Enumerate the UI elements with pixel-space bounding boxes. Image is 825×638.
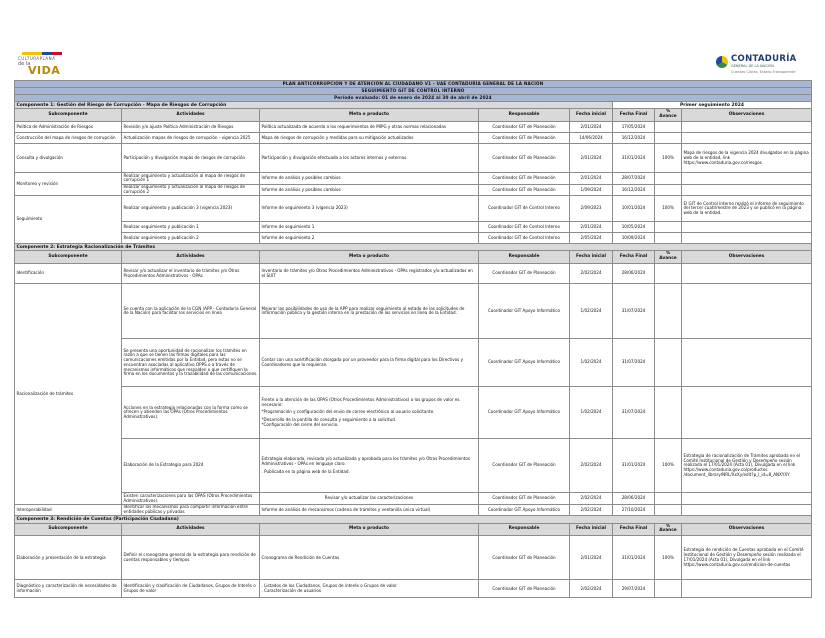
responsable-cell: Coordinador GIT de Planeación: [479, 133, 570, 144]
avance-cell: [655, 264, 682, 284]
observaciones-cell: [682, 339, 812, 387]
avance-cell: 100%: [655, 439, 682, 493]
meta-cell: [260, 580, 479, 598]
col-avance: % Avance: [655, 523, 682, 536]
meta-line: . Listados de los Ciudadanos, Grupos de interés o Grupos de valor: [261, 583, 397, 589]
col-subcomponente: Subcomponente: [15, 109, 122, 122]
fecha-inicial-cell: 2/01/2024: [570, 536, 613, 580]
responsable-cell: Coordinador GIT de Control Interno: [479, 222, 570, 233]
col-actividades: Actividades: [122, 109, 260, 122]
meta-line: . Caracterización de usuarios: [261, 587, 322, 593]
observaciones-cell: Estrategia de racionalización de Trámites aprobada en el Comité Institucional de Gestión y Desempeño sesión realizada el 17/01/2024 (Acta 01), Divulgada en el link https://www.contaduria.gov.co/productos /document_library/NRL/XxXy/edit?p_l_id=8_ANXYXY: [682, 439, 812, 493]
actividad-cell: Realizar seguimiento y actualización al mapa de riesgos de corrupción 2: [122, 184, 260, 195]
table-row: [15, 284, 812, 339]
fecha-inicial-cell: 2/01/2024: [570, 144, 613, 173]
actividad-cell: Existen caracterizaciones para las OPAS (Otros Procedimientos Administrativos).: [122, 493, 260, 504]
meta-line: Frente a la atención de las OPAS (Otros Procedimientos Administrativos) a los grupos de valor es necesario:: [261, 397, 460, 407]
actividad-cell: Elaboración de la Estrategia para 2024: [122, 439, 260, 493]
fecha-inicial-cell: 2/09/2023: [570, 196, 613, 222]
col-fecha-inicial: Fecha inicial: [570, 109, 613, 122]
plan-subtitle: SEGUIMIENTO GIT DE CONTROL INTERNO: [15, 88, 812, 95]
contaduria-logo: [716, 54, 806, 78]
col-observaciones: Observaciones: [682, 523, 812, 536]
table-row: [15, 580, 812, 598]
table-row: [15, 133, 812, 144]
avance-cell: [655, 222, 682, 233]
plan-table: [14, 80, 812, 598]
fecha-inicial-cell: 2/02/2024: [570, 439, 613, 493]
table-row: [15, 184, 812, 195]
observaciones-cell: [682, 222, 812, 233]
fecha-final-cell: 28/07/2024: [613, 173, 655, 184]
fecha-inicial-cell: 2/01/2024: [570, 173, 613, 184]
fecha-final-cell: 16/12/2024: [613, 133, 655, 144]
meta-cell: Informe de seguimiento 1: [260, 222, 479, 233]
observaciones-cell: [682, 580, 812, 598]
col-responsable: Responsable: [479, 251, 570, 264]
col-meta: Meta o producto: [260, 251, 479, 264]
responsable-cell: Coordinador GIT de Planeación: [479, 493, 570, 504]
avance-cell: [655, 133, 682, 144]
fecha-final-cell: 28/06/2024: [613, 493, 655, 504]
avance-cell: 100%: [655, 196, 682, 222]
responsable-cell: Coordinador GIT de Planeación: [479, 122, 570, 133]
meta-cell: Política actualizada de acuerdo a los requerimientos de MIPG y otras normas relacionadas: [260, 122, 479, 133]
title-row: [15, 81, 812, 88]
column-header-row: [15, 523, 812, 536]
avance-cell: [655, 122, 682, 133]
meta-cell: Informe de análisis de mecanismos (cadena de trámites y ventanilla única virtual): [260, 504, 479, 515]
meta-line: *Desarrollo de la pantilla de consulta y seguimiento a la solicitud.: [261, 417, 397, 423]
component-1-title: Componente 1: Gestión del Riesgo de Corrupción - Mapa de Riesgos de Corrupción: [15, 102, 613, 109]
observaciones-cell: [682, 284, 812, 339]
table-row: [15, 504, 812, 515]
fecha-inicial-cell: 2/02/2024: [570, 493, 613, 504]
meta-cell: Inventario de trámites y/o Otros Procedimientos Administrativos - OPAs registrados y/o actualizados en el SUIT: [260, 264, 479, 284]
responsable-cell: Coordinador GIT Apoyo Informático: [479, 387, 570, 439]
fecha-final-cell: 28/06/2024: [613, 264, 655, 284]
fecha-final-cell: 16/12/2024: [613, 184, 655, 195]
fecha-inicial-cell: 2/02/2024: [570, 504, 613, 515]
fecha-final-cell: 31/07/2024: [613, 387, 655, 439]
fecha-inicial-cell: 1/02/2024: [570, 387, 613, 439]
fecha-inicial-cell: 2/01/2024: [570, 222, 613, 233]
meta-cell: Cronograma de Rendición de Cuentas: [260, 536, 479, 580]
table-row: [15, 196, 812, 222]
responsable-cell: Coordinador GIT Apoyo Informático: [479, 284, 570, 339]
avance-cell: [655, 233, 682, 244]
actividad-cell: Realizar seguimiento y publicación 3 (vigencia 2023): [122, 196, 260, 222]
actividad-cell: Identificar los mecanismos para compartir información entre entidades públicas y privadas: [122, 504, 260, 515]
actividad-cell: Revisar y/o actualizar el inventario de trámites y/o Otros Procedimientos Administrativos - OPAs: [122, 264, 260, 284]
fecha-inicial-cell: 2/01/2024: [570, 122, 613, 133]
fecha-final-cell: 10/09/2024: [613, 233, 655, 244]
component-row: [15, 102, 812, 109]
responsable-cell: Coordinador GIT de Planeación: [479, 580, 570, 598]
meta-cell: Mejorar las posibilidades de uso de la APP para realizar seguimiento al estado de las solicitudes de información pública y la gestión interna en la prestación de los servicios en línea de la Entidad.: [260, 284, 479, 339]
actividad-cell: Realizar seguimiento y publicación 2: [122, 233, 260, 244]
table-row: [15, 493, 812, 504]
meta-line: *Configuración del cierre del servicio.: [261, 421, 339, 427]
fecha-final-cell: 31/07/2024: [613, 284, 655, 339]
fecha-final-cell: 10/05/2024: [613, 222, 655, 233]
col-avance: % Avance: [655, 251, 682, 264]
subcomponente-cell: Consulta y divulgación: [15, 144, 122, 173]
col-fecha-final: Fecha Final: [613, 109, 655, 122]
fecha-inicial-cell: 2/05/2024: [570, 233, 613, 244]
observaciones-cell: [682, 387, 812, 439]
observaciones-cell: [682, 184, 812, 195]
fecha-inicial-cell: 2/02/2024: [570, 264, 613, 284]
component-row: [15, 516, 812, 523]
col-meta: Meta o producto: [260, 523, 479, 536]
avance-cell: [655, 580, 682, 598]
subcomponente-cell: Diagnóstico y caracterización de necesidades de información: [15, 580, 122, 598]
column-header-row: [15, 251, 812, 264]
actividad-cell: Se cuenta con la aplicación de la CGN (APP - Contaduría General de la Nación) para facilitar los servicios en línea: [122, 284, 260, 339]
col-subcomponente: Subcomponente: [15, 251, 122, 264]
meta-line: *Programación y configuración del envío de correo electrónico al usuario solicitante.: [261, 409, 435, 415]
actividad-cell: Definir el cronograma general de la estrategia para rendición de cuentas responsables y tiempos: [122, 536, 260, 580]
subcomponente-cell: Elaboración y presentación de la estrategia: [15, 536, 122, 580]
logo-right-tagline: Cuentas Claras, Estado Transparente: [731, 70, 796, 74]
fecha-final-cell: 10/01/2024: [613, 196, 655, 222]
responsable-cell: Coordinador GIT de Control Interno: [479, 196, 570, 222]
subcomponente-cell: Identificación: [15, 264, 122, 284]
responsable-cell: Coordinador GIT de Planeación: [479, 173, 570, 184]
fecha-final-cell: 31/01/2024: [613, 144, 655, 173]
subcomponente-cell: Monitoreo y revisión: [15, 173, 122, 196]
col-actividades: Actividades: [122, 251, 260, 264]
avance-cell: [655, 387, 682, 439]
subcomponente-cell: Construcción del mapa de riesgos de corrupción: [15, 133, 122, 144]
colombia-flag-stripe: [22, 52, 62, 55]
observaciones-cell: [682, 133, 812, 144]
meta-line: . Publicada en la página web de la Entidad.: [261, 468, 350, 474]
logo-left-line3: VIDA: [28, 64, 61, 77]
meta-cell: Participación y divulgación efectuada a los actores internos y externos.: [260, 144, 479, 173]
fecha-final-cell: 31/01/2024: [613, 439, 655, 493]
actividad-cell: Revisión y/o ajuste Política Administración de Riesgos: [122, 122, 260, 133]
meta-cell: Informe de seguimiento 3 (vigencia 2023): [260, 196, 479, 222]
subcomponente-cell: Política de Administración de Riesgos: [15, 122, 122, 133]
actividad-cell: Actualización mapas de riesgos de corrupción - vigencia 2025: [122, 133, 260, 144]
col-fecha-final: Fecha Final: [613, 523, 655, 536]
table-row: [15, 439, 812, 493]
actividad-cell: Se presenta una oportunidad de racionalizar los trámites en razón a que se tienen las firmas digitales para las comunicaciones emitidas por la Entidad, pero estas no se encuentran asociadas al aplicativo OPPS o a través de mecanismos informáticos que respalden o que certifiquen la firma en los documentos y la trazabilidad de las comunicaciones.: [122, 339, 260, 387]
fecha-final-cell: 31/07/2024: [613, 339, 655, 387]
observaciones-cell: Estrategia de rendición de Cuentas aprobada en el Comité Institucional de Gestión y Desempeño sesión realizada el 17/01/2024 (Acta 01), Divulgada en el link https://www.contaduria.gov.co/rendicion-de-cuentas: [682, 536, 812, 580]
subcomponente-cell: Racionalización de trámites: [15, 284, 122, 504]
table-row: [15, 233, 812, 244]
observaciones-cell: El GIT de Control Interno realizó el informe de seguimiento del tercer cuatrimestre de 2023 y se publicó en la página web de la entidad.: [682, 196, 812, 222]
col-observaciones: Observaciones: [682, 109, 812, 122]
observaciones-cell: Mapa de riesgos de la vigencia 2024 divulgados en la página web de la entidad, link https://www.contaduria.gov.co/riesgos: [682, 144, 812, 173]
col-meta: Meta o producto: [260, 109, 479, 122]
fecha-final-cell: 27/10/2024: [613, 504, 655, 515]
responsable-cell: Coordinador GIT Apoyo Informático: [479, 504, 570, 515]
table-row: [15, 144, 812, 173]
meta-cell: Contar con una acertificación otorgada por un proveedor para la firma digital para los Directivos y Coordinadores que lo requieran.: [260, 339, 479, 387]
responsable-cell: Coordinador GIT de Planeación: [479, 144, 570, 173]
fecha-inicial-cell: 14/06/2024: [570, 133, 613, 144]
observaciones-cell: [682, 122, 812, 133]
title-row: [15, 88, 812, 95]
logo-right-subtitle: GENERAL DE LA NACIÓN: [731, 64, 774, 68]
actividad-cell: Identificación y clasificación de Ciudadanos, Grupos de Interés o Grupos de valor: [122, 580, 260, 598]
responsable-cell: Coordinador GIT Apoyo Informático: [479, 339, 570, 387]
meta-line: Estrategia elaborada, revisada y/o actualizada y aprobada para los trámites y/o Otros Procedimientos Administrativos - OPAs en lenguaje claro.: [261, 456, 471, 466]
actividad-cell: Realizar seguimiento y actualización al mapa de riesgos de corrupción 1: [122, 173, 260, 184]
fecha-inicial-cell: 1/02/2024: [570, 284, 613, 339]
col-fecha-final: Fecha Final: [613, 251, 655, 264]
responsable-cell: Coordinador GIT de Planeación: [479, 184, 570, 195]
avance-cell: 100%: [655, 536, 682, 580]
meta-cell: Informe de seguimiento 2: [260, 233, 479, 244]
col-fecha-inicial: Fecha inicial: [570, 523, 613, 536]
col-subcomponente: Subcomponente: [15, 523, 122, 536]
actividad-cell: Acciones en la estrategia relacionadas con la forma como se ofrecen y atienden las OPAs (Otros Procedimientos Administrativos).: [122, 387, 260, 439]
responsable-cell: Coordinador GIT de Planeación: [479, 536, 570, 580]
fecha-inicial-cell: 1/02/2024: [570, 339, 613, 387]
table-row: [15, 173, 812, 184]
meta-cell: [260, 387, 479, 439]
col-observaciones: Observaciones: [682, 251, 812, 264]
subcomponente-cell: Interoperabilidad: [15, 504, 122, 515]
col-actividades: Actividades: [122, 523, 260, 536]
meta-cell: Informe de análisis y posibles cambios: [260, 184, 479, 195]
actividad-cell: Realizar seguimiento y publicación 1: [122, 222, 260, 233]
responsable-cell: Coordinador GIT de Planeación: [479, 264, 570, 284]
column-header-row: [15, 109, 812, 122]
observaciones-cell: [682, 493, 812, 504]
avance-cell: [655, 493, 682, 504]
observaciones-cell: [682, 264, 812, 284]
cultura-de-la-vida-logo: [18, 52, 78, 76]
avance-cell: [655, 184, 682, 195]
plan-title: PLAN ANTICORRUPCIÓN Y DE ATENCIÓN AL CIUDADANO V1 - UAE CONTADURÍA GENERAL DE LA NACIÓN: [15, 81, 812, 88]
component-2-title: Componente 2: Estrategia Racionalización de Trámites: [15, 244, 812, 251]
avance-cell: [655, 504, 682, 515]
observaciones-cell: [682, 233, 812, 244]
component-row: [15, 244, 812, 251]
col-responsable: Responsable: [479, 523, 570, 536]
table-row: [15, 122, 812, 133]
component-3-title: Componente 3: Rendición de Cuentas (Participación Ciudadana): [15, 516, 812, 523]
fecha-final-cell: 17/05/2024: [613, 122, 655, 133]
subcomponente-cell: Seguimiento: [15, 196, 122, 244]
col-avance: % Avance: [655, 109, 682, 122]
meta-cell: [260, 439, 479, 493]
table-row: [15, 222, 812, 233]
fecha-inicial-cell: 1/09/2024: [570, 184, 613, 195]
meta-cell: Revisar y/o actualizar las caracterizaciones: [260, 493, 479, 504]
avance-cell: [655, 284, 682, 339]
fecha-final-cell: 29/07/2024: [613, 580, 655, 598]
meta-cell: Informe de análisis y posibles cambios: [260, 173, 479, 184]
fecha-inicial-cell: 2/02/2024: [570, 580, 613, 598]
table-row: [15, 387, 812, 439]
meta-cell: Mapa de riesgos de corrupción y medidas para su mitigación actualizados: [260, 133, 479, 144]
fecha-final-cell: 31/01/2024: [613, 536, 655, 580]
responsable-cell: Coordinador GIT de Planeación: [479, 439, 570, 493]
actividad-cell: Participación y divulgación mapas de riesgos de corrupción: [122, 144, 260, 173]
table-row: [15, 264, 812, 284]
avance-cell: [655, 173, 682, 184]
avance-cell: [655, 339, 682, 387]
logo-right-title: CONTADURÍA: [731, 54, 797, 64]
col-fecha-inicial: Fecha inicial: [570, 251, 613, 264]
logo-left-line2: de la: [18, 61, 31, 67]
observaciones-cell: [682, 173, 812, 184]
table-row: [15, 536, 812, 580]
observaciones-cell: [682, 504, 812, 515]
contaduria-emblem-icon: [716, 56, 728, 68]
title-row: [15, 95, 812, 102]
responsable-cell: Coordinador GIT de Control Interno: [479, 233, 570, 244]
plan-period: Período evaluado: 01 de enero de 2024 al 30 de abril de 2024: [15, 95, 812, 102]
logo-left-line1: CULTURAPLANA: [18, 56, 56, 61]
seguimiento-label: Primer seguimiento 2024: [613, 102, 812, 109]
avance-cell: 100%: [655, 144, 682, 173]
col-responsable: Responsable: [479, 109, 570, 122]
table-row: [15, 339, 812, 387]
